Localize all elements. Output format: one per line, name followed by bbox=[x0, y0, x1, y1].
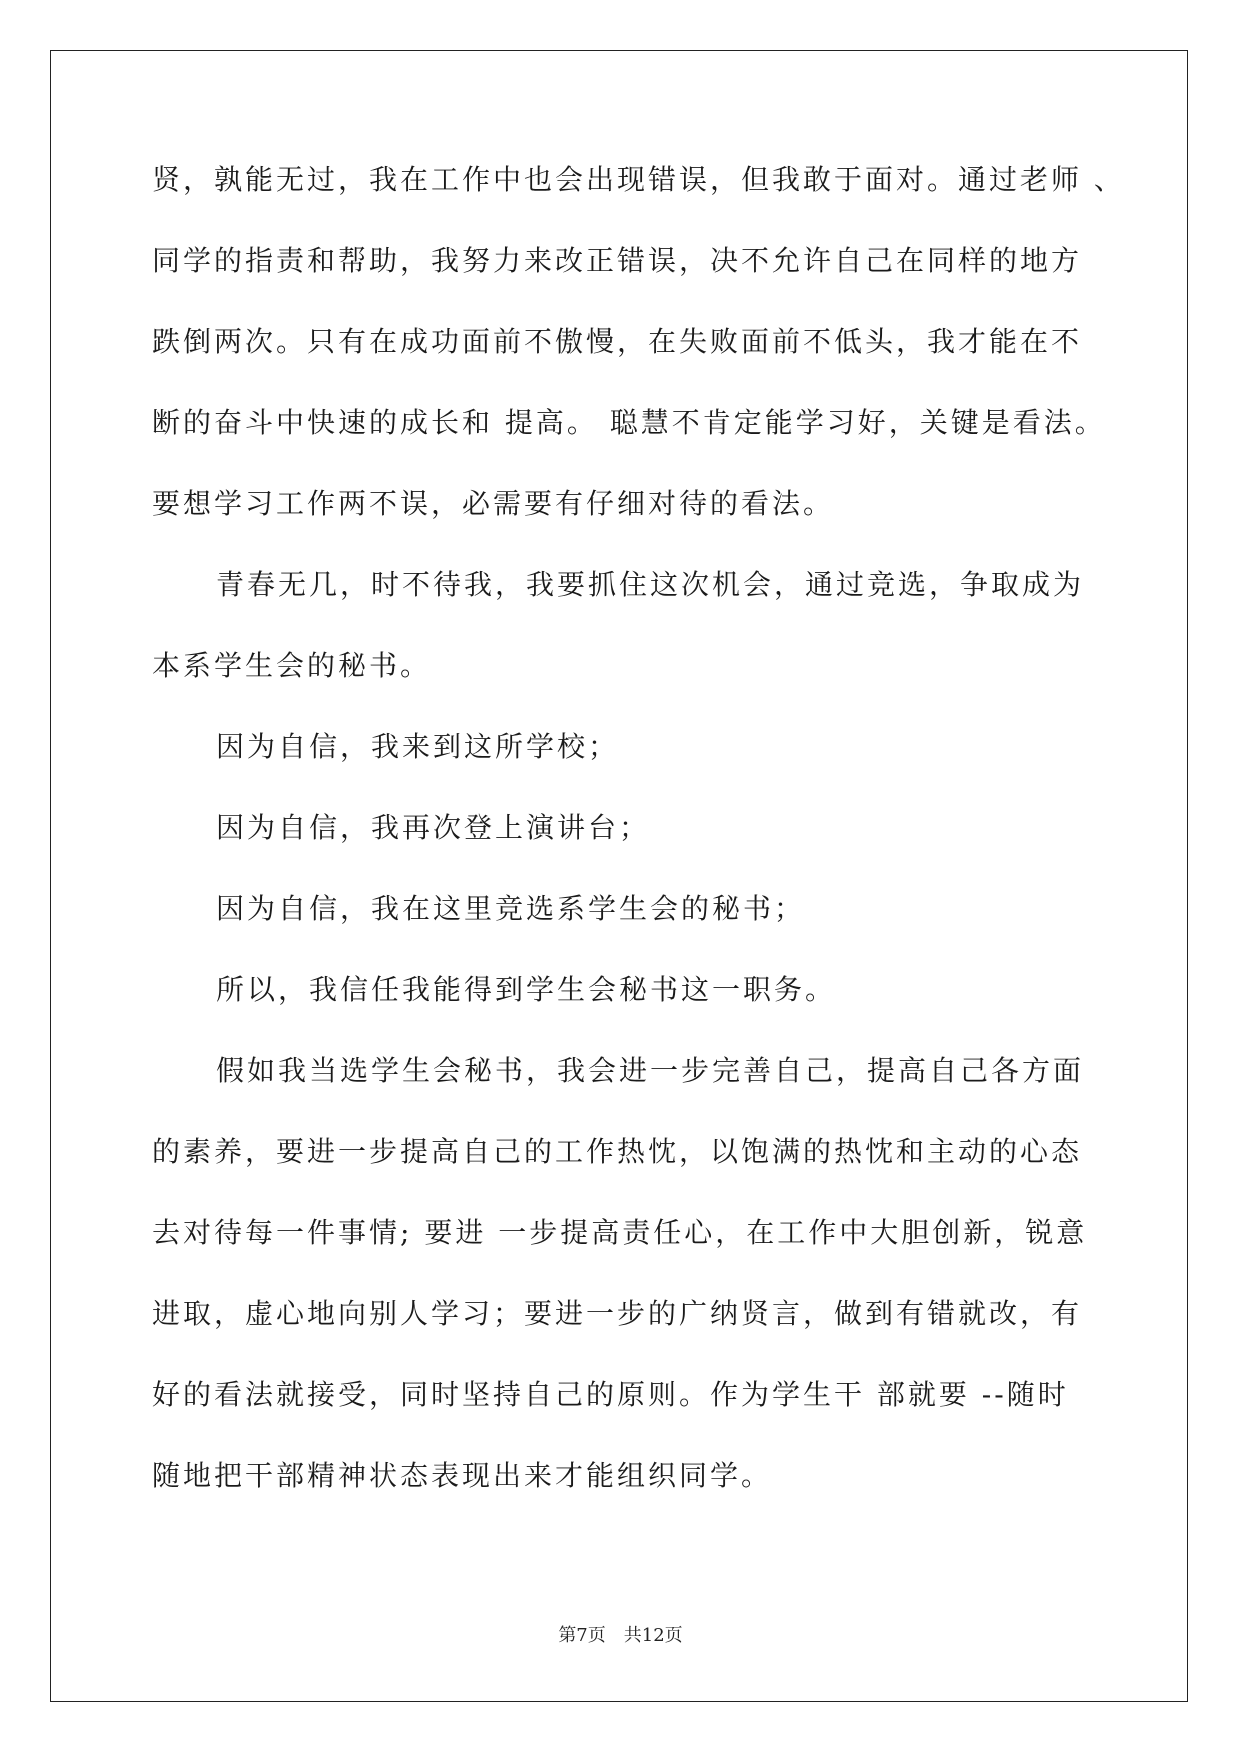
page-footer bbox=[0, 1624, 1241, 1648]
paragraph-start-line: 因为自信，我来到这所学校； bbox=[216, 730, 620, 763]
paragraph-start-line: 青春无几，时不待我，我要抓住这次机会，通过竞选，争取成为 bbox=[216, 568, 1085, 601]
text-line: 的素养，要进一步提高自己的工作热忱，以饱满的热忱和主动的心态 bbox=[152, 1135, 1083, 1168]
paragraph-start-line: 因为自信，我再次登上演讲台； bbox=[216, 811, 651, 844]
text-line: 要想学习工作两不误，必需要有仔细对待的看法。 bbox=[152, 487, 835, 520]
page-number-label: 第7页 共12页 bbox=[558, 1625, 683, 1646]
paragraph-start-line: 因为自信，我在这里竞选系学生会的秘书； bbox=[216, 892, 806, 925]
text-line: 断的奋斗中快速的成长和 提高。 聪慧不肯定能学习好，关键是看法。 bbox=[152, 406, 1106, 439]
text-line: 进取，虚心地向别人学习；要进一步的广纳贤言，做到有错就改，有 bbox=[152, 1297, 1083, 1330]
text-line: 好的看法就接受，同时坚持自己的原则。作为学生干 部就要 --随时 bbox=[152, 1378, 1069, 1411]
text-line: 随地把干部精神状态表现出来才能组织同学。 bbox=[152, 1459, 773, 1492]
paragraph-start-line: 所以，我信任我能得到学生会秘书这一职务。 bbox=[216, 973, 837, 1006]
paragraph-start-line: 假如我当选学生会秘书，我会进一步完善自己，提高自己各方面 bbox=[216, 1054, 1085, 1087]
text-line: 贤，孰能无过，我在工作中也会出现错误，但我敢于面对。通过老师 、 bbox=[152, 163, 1125, 196]
text-line: 本系学生会的秘书。 bbox=[152, 649, 432, 682]
text-line: 同学的指责和帮助，我努力来改正错误，决不允许自己在同样的地方 bbox=[152, 244, 1083, 277]
document-body bbox=[152, 160, 1125, 1537]
text-line: 跌倒两次。只有在成功面前不傲慢，在失败面前不低头，我才能在不 bbox=[152, 325, 1083, 358]
text-line: 去对待每一件事情; 要进 一步提高责任心，在工作中大胆创新，锐意 bbox=[152, 1216, 1088, 1249]
